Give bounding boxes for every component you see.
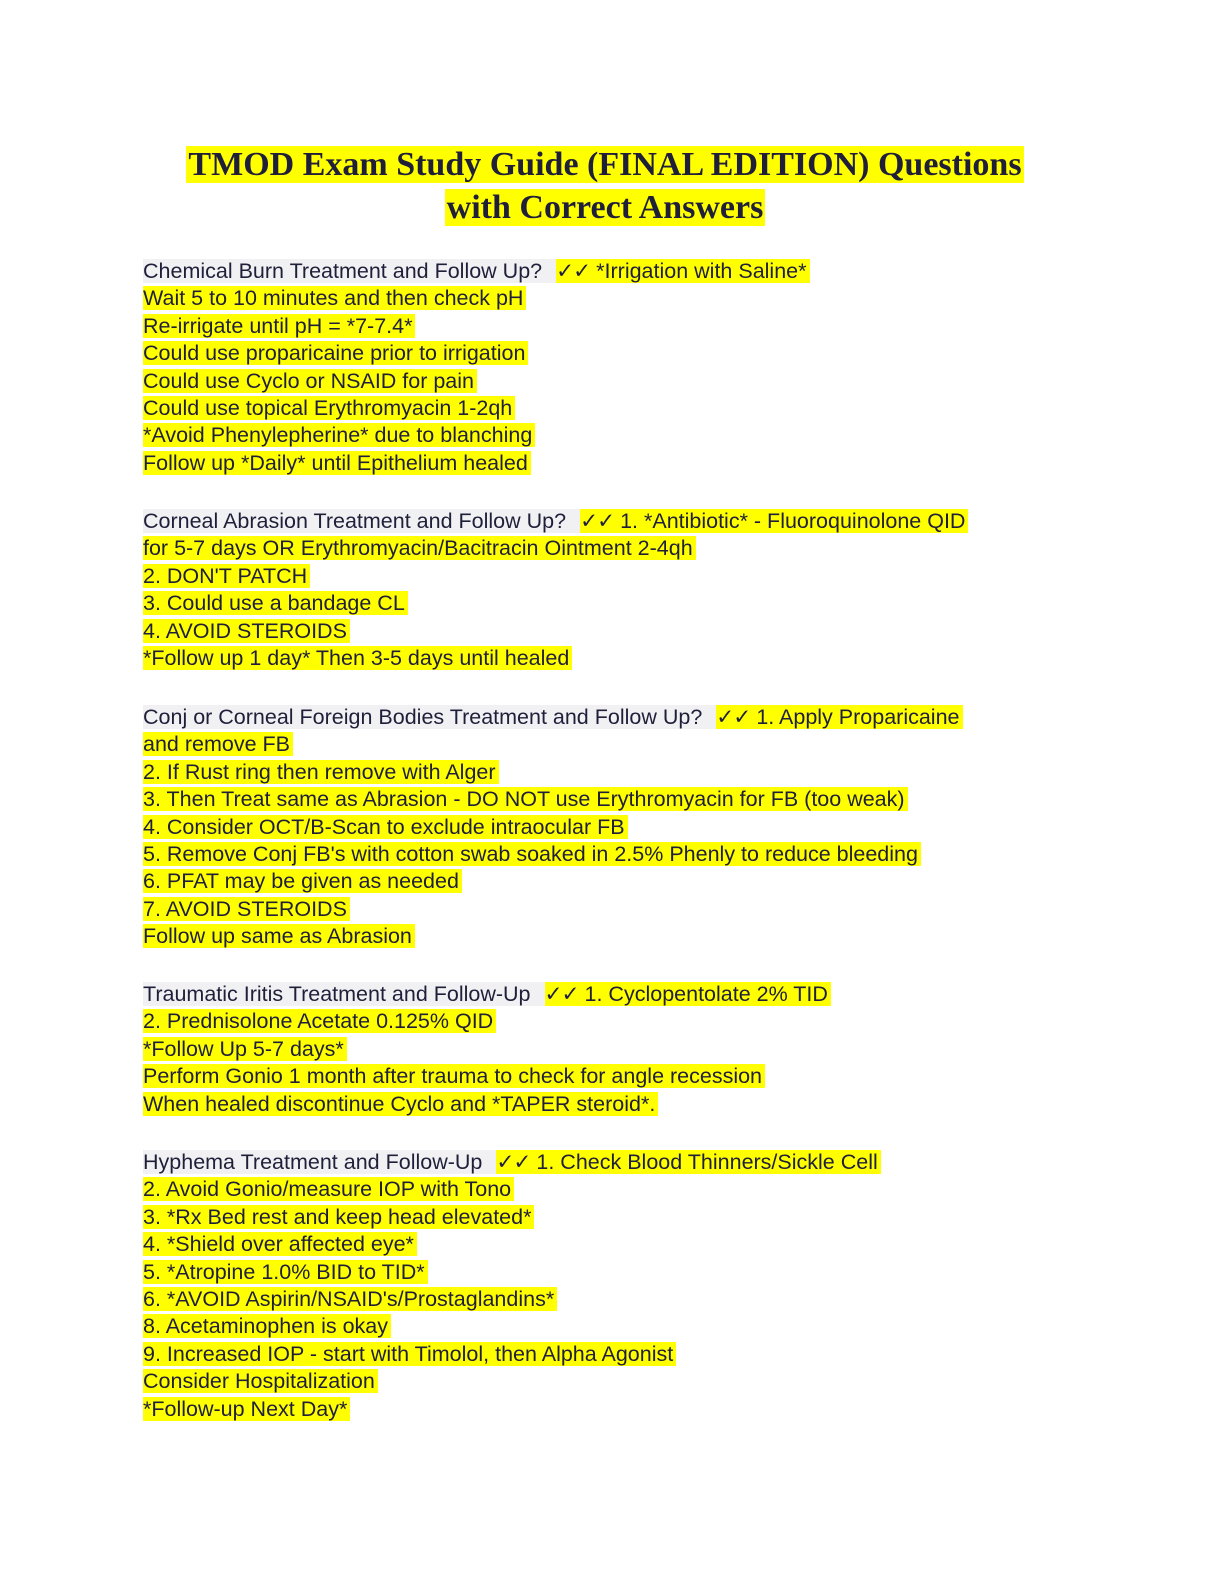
answer-first — [716, 705, 962, 729]
question-text: Chemical Burn Treatment and Follow Up? — [143, 259, 556, 283]
qa-block-corneal-abrasion — [143, 508, 1103, 672]
answer-text: *Follow up 1 day* Then 3-5 days until healed — [143, 646, 572, 670]
document-title-line-2 — [100, 186, 1110, 229]
answer-text: and remove FB — [143, 732, 293, 756]
answer-text: 2. If Rust ring then remove with Alger — [143, 760, 499, 784]
answer-line — [143, 786, 1103, 813]
qa-block-traumatic-iritis — [143, 981, 1103, 1118]
answer-line — [143, 896, 1103, 923]
question-line — [143, 981, 1103, 1008]
answer-text: 6. *AVOID Aspirin/NSAID's/Prostaglandins* — [143, 1287, 557, 1311]
question-line — [143, 704, 1103, 731]
answer-line — [143, 1313, 1103, 1340]
answer-text: for 5-7 days OR Erythromyacin/Bacitracin Ointment 2-4qh — [143, 536, 696, 560]
answer-first — [545, 982, 831, 1006]
double-check-icon: ✓✓ — [496, 1150, 531, 1175]
question-text: Hyphema Treatment and Follow-Up — [143, 1150, 496, 1174]
answer-text: 3. Then Treat same as Abrasion - DO NOT use Erythromyacin for FB (too weak) — [143, 787, 908, 811]
answer-first — [556, 259, 809, 283]
answer-first-text: *Irrigation with Saline* — [596, 259, 807, 283]
answer-line — [143, 841, 1103, 868]
double-check-icon: ✓✓ — [580, 509, 615, 534]
answer-text: 4. AVOID STEROIDS — [143, 619, 350, 643]
answer-text: 5. *Atropine 1.0% BID to TID* — [143, 1260, 428, 1284]
answer-text: When healed discontinue Cyclo and *TAPER steroid*. — [143, 1092, 658, 1116]
answer-line — [143, 563, 1103, 590]
document-title-line-1 — [100, 143, 1110, 186]
answer-first-text: 1. Cyclopentolate 2% TID — [584, 982, 828, 1006]
title-text-2: with Correct Answers — [446, 189, 764, 226]
answer-line — [143, 340, 1103, 367]
answer-line — [143, 1259, 1103, 1286]
answer-text: 6. PFAT may be given as needed — [143, 869, 462, 893]
answer-first-text: 1. Check Blood Thinners/Sickle Cell — [536, 1150, 878, 1174]
answer-text: 3. Could use a bandage CL — [143, 591, 408, 615]
answer-text: 4. *Shield over affected eye* — [143, 1232, 417, 1256]
answer-line — [143, 618, 1103, 645]
question-text: Traumatic Iritis Treatment and Follow-Up — [143, 982, 545, 1006]
answer-line — [143, 1204, 1103, 1231]
answer-line — [143, 450, 1103, 477]
answer-text: 2. Avoid Gonio/measure IOP with Tono — [143, 1177, 514, 1201]
question-line — [143, 1149, 1103, 1176]
answer-line — [143, 868, 1103, 895]
question-text: Conj or Corneal Foreign Bodies Treatment and Follow Up? — [143, 705, 716, 729]
answer-line — [143, 1341, 1103, 1368]
double-check-icon: ✓✓ — [544, 982, 579, 1007]
title-text-1: TMOD Exam Study Guide (FINAL EDITION) Questions — [188, 146, 1022, 183]
answer-line — [143, 1231, 1103, 1258]
answer-text: Consider Hospitalization — [143, 1369, 378, 1393]
answer-line — [143, 814, 1103, 841]
answer-text: Could use proparicaine prior to irrigation — [143, 341, 528, 365]
answer-first — [580, 509, 968, 533]
answer-text: *Follow-up Next Day* — [143, 1397, 350, 1421]
answer-text: Could use Cyclo or NSAID for pain — [143, 369, 477, 393]
answer-text: *Avoid Phenylepherine* due to blanching — [143, 423, 535, 447]
answer-line — [143, 1176, 1103, 1203]
answer-line — [143, 422, 1103, 449]
answer-text: Follow up same as Abrasion — [143, 924, 415, 948]
double-check-icon: ✓✓ — [716, 705, 751, 730]
qa-block-foreign-bodies — [143, 704, 1103, 951]
answer-text: 3. *Rx Bed rest and keep head elevated* — [143, 1205, 534, 1229]
qa-block-hyphema — [143, 1149, 1103, 1423]
answer-line — [143, 1091, 1103, 1118]
double-check-icon: ✓✓ — [556, 259, 591, 284]
answer-text: 9. Increased IOP - start with Timolol, then Alpha Agonist — [143, 1342, 676, 1366]
answer-text: 5. Remove Conj FB's with cotton swab soaked in 2.5% Phenly to reduce bleeding — [143, 842, 921, 866]
answer-line — [143, 1396, 1103, 1423]
answer-line — [143, 923, 1103, 950]
answer-first-text: 1. Apply Proparicaine — [756, 705, 960, 729]
answer-line — [143, 1063, 1103, 1090]
answer-text: 2. DON'T PATCH — [143, 564, 310, 588]
answer-text: 7. AVOID STEROIDS — [143, 897, 350, 921]
answer-line — [143, 590, 1103, 617]
answer-line — [143, 759, 1103, 786]
answer-text: 2. Prednisolone Acetate 0.125% QID — [143, 1009, 496, 1033]
answer-text: Perform Gonio 1 month after trauma to check for angle recession — [143, 1064, 765, 1088]
question-line — [143, 258, 1103, 285]
answer-line — [143, 645, 1103, 672]
answer-line — [143, 1008, 1103, 1035]
answer-line — [143, 395, 1103, 422]
answer-line — [143, 731, 1103, 758]
qa-block-chemical-burn — [143, 258, 1103, 477]
answer-text: Could use topical Erythromyacin 1-2qh — [143, 396, 515, 420]
answer-text: *Follow Up 5-7 days* — [143, 1037, 347, 1061]
answer-text: Re-irrigate until pH = *7-7.4* — [143, 314, 415, 338]
answer-text: Wait 5 to 10 minutes and then check pH — [143, 286, 526, 310]
answer-first — [496, 1150, 880, 1174]
answer-line — [143, 368, 1103, 395]
answer-first-text: 1. *Antibiotic* - Fluoroquinolone QID — [620, 509, 966, 533]
question-text: Corneal Abrasion Treatment and Follow Up? — [143, 509, 580, 533]
answer-line — [143, 1036, 1103, 1063]
question-line — [143, 508, 1103, 535]
answer-line — [143, 313, 1103, 340]
answer-line — [143, 1368, 1103, 1395]
answer-line — [143, 1286, 1103, 1313]
answer-line — [143, 285, 1103, 312]
answer-text: 8. Acetaminophen is okay — [143, 1314, 391, 1338]
answer-text: 4. Consider OCT/B-Scan to exclude intraocular FB — [143, 815, 628, 839]
answer-line — [143, 535, 1103, 562]
answer-text: Follow up *Daily* until Epithelium healed — [143, 451, 531, 475]
